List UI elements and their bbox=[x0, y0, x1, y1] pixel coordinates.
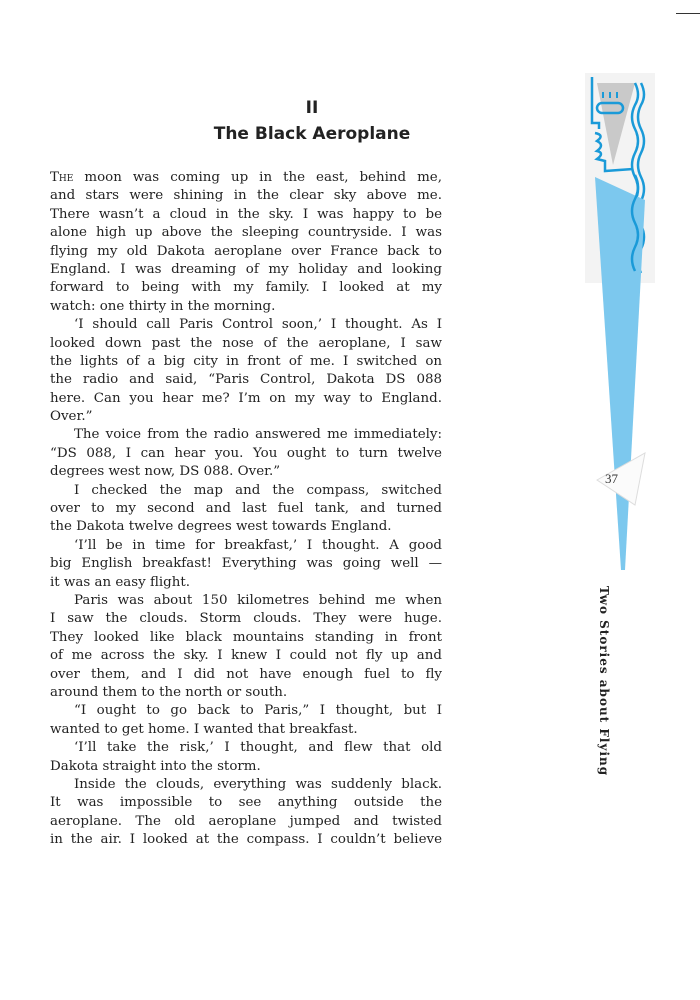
text-line bbox=[50, 758, 442, 776]
text-line bbox=[50, 831, 442, 849]
text-line bbox=[50, 739, 442, 757]
text-line-content: aeroplane. The old aeroplane jumped and twisted bbox=[50, 813, 442, 829]
text-line-content: the Dakota twelve degrees west towards England. bbox=[50, 519, 392, 535]
decorative-border-illustration bbox=[575, 65, 655, 575]
chapter-number: II bbox=[305, 98, 319, 118]
text-line-content: alone high up above the sleeping countryside. I was bbox=[50, 225, 442, 241]
text-line bbox=[50, 776, 442, 794]
page-corner-rule bbox=[676, 13, 700, 14]
text-line-content: They looked like black mountains standing in front bbox=[50, 629, 442, 645]
body-text bbox=[50, 169, 442, 849]
drop-small-caps: The bbox=[50, 170, 74, 185]
text-line bbox=[50, 206, 442, 224]
text-line-content: moon was coming up in the east, behind me, bbox=[73, 170, 442, 185]
text-line-content: “DS 088, I can hear you. You ought to turn twelve bbox=[50, 445, 442, 461]
text-line-content: of me across the sky. I knew I could not fly up and bbox=[50, 648, 442, 664]
text-line bbox=[50, 574, 442, 592]
text-line bbox=[50, 426, 442, 444]
text-line-content: Inside the clouds, everything was suddenly black. bbox=[74, 776, 442, 792]
text-line bbox=[50, 408, 442, 426]
text-line-content: I checked the map and the compass, switched bbox=[74, 482, 442, 498]
text-line bbox=[50, 518, 442, 536]
text-line-content: England. I was dreaming of my holiday and looking bbox=[50, 261, 442, 277]
text-line bbox=[50, 647, 442, 665]
text-line bbox=[50, 390, 442, 408]
text-line-content: ‘I’ll be in time for breakfast,’ I thought. A good bbox=[74, 537, 442, 553]
text-line bbox=[50, 813, 442, 831]
text-line-content: the lights of a big city in front of me. I switched on bbox=[50, 353, 442, 369]
text-line bbox=[50, 721, 442, 739]
text-line bbox=[50, 463, 442, 481]
text-line bbox=[50, 445, 442, 463]
text-line-content: around them to the north or south. bbox=[50, 684, 288, 700]
text-line bbox=[50, 592, 442, 610]
text-line bbox=[50, 684, 442, 702]
text-line-content: here. Can you hear me? I’m on my way to England. bbox=[50, 390, 442, 406]
text-line-content: I saw the clouds. Storm clouds. They were huge. bbox=[50, 611, 442, 627]
text-line bbox=[50, 610, 442, 628]
text-line-content: wanted to get home. I wanted that breakfast. bbox=[50, 721, 358, 737]
text-line bbox=[50, 279, 442, 297]
text-line bbox=[50, 555, 442, 573]
text-line bbox=[50, 261, 442, 279]
text-line-content: The voice from the radio answered me immediately: bbox=[74, 427, 442, 443]
text-line-content: There wasn’t a cloud in the sky. I was happy to be bbox=[50, 206, 442, 222]
text-line-content: in the air. I looked at the compass. I couldn’t believe bbox=[50, 832, 442, 848]
text-line bbox=[50, 482, 442, 500]
text-line-content: Over.” bbox=[50, 409, 93, 425]
text-line bbox=[50, 243, 442, 261]
text-line bbox=[50, 629, 442, 647]
text-line bbox=[50, 298, 442, 316]
text-line-content: ‘I should call Paris Control soon,’ I thought. As I bbox=[74, 317, 442, 333]
text-line-content: over to my second and last fuel tank, and turned bbox=[50, 501, 442, 517]
text-line bbox=[50, 794, 442, 812]
text-line bbox=[50, 537, 442, 555]
text-line-content: forward to being with my family. I looked at my bbox=[50, 280, 442, 296]
text-line-content: ‘I’ll take the risk,’ I thought, and flew that old bbox=[74, 740, 442, 756]
text-line bbox=[50, 500, 442, 518]
page-number: 37 bbox=[605, 471, 618, 486]
text-line bbox=[50, 187, 442, 205]
text-line-content: Dakota straight into the storm. bbox=[50, 758, 261, 774]
text-line-content: watch: one thirty in the morning. bbox=[50, 298, 276, 314]
text-line bbox=[50, 224, 442, 242]
chapter-title: The Black Aeroplane bbox=[213, 124, 411, 144]
text-line-content: looked down past the nose of the aeroplane, I saw bbox=[50, 335, 442, 351]
text-line-content: and stars were shining in the clear sky above me. bbox=[50, 188, 442, 204]
text-line-content: over them, and I did not have enough fuel to fly bbox=[50, 666, 442, 682]
text-line bbox=[50, 316, 442, 334]
text-line-content: “I ought to go back to Paris,” I thought, but I bbox=[74, 703, 442, 719]
text-line bbox=[50, 702, 442, 720]
text-line bbox=[50, 371, 442, 389]
text-line-content: big English breakfast! Everything was going well — bbox=[50, 556, 442, 572]
text-line-content: Paris was about 150 kilometres behind me when bbox=[74, 592, 442, 608]
text-line bbox=[50, 335, 442, 353]
text-line bbox=[50, 353, 442, 371]
text-line-content: It was impossible to see anything outside the bbox=[50, 795, 442, 811]
text-line bbox=[50, 666, 442, 684]
book-section-title: Two Stories about Flying bbox=[597, 586, 611, 777]
text-line-content: the radio and said, “Paris Control, Dakota DS 088 bbox=[50, 372, 442, 388]
text-line-content: it was an easy flight. bbox=[50, 574, 191, 590]
text-line-content: degrees west now, DS 088. Over.” bbox=[50, 464, 281, 480]
text-line-content: flying my old Dakota aeroplane over France back to bbox=[50, 243, 442, 259]
text-line bbox=[50, 169, 442, 187]
